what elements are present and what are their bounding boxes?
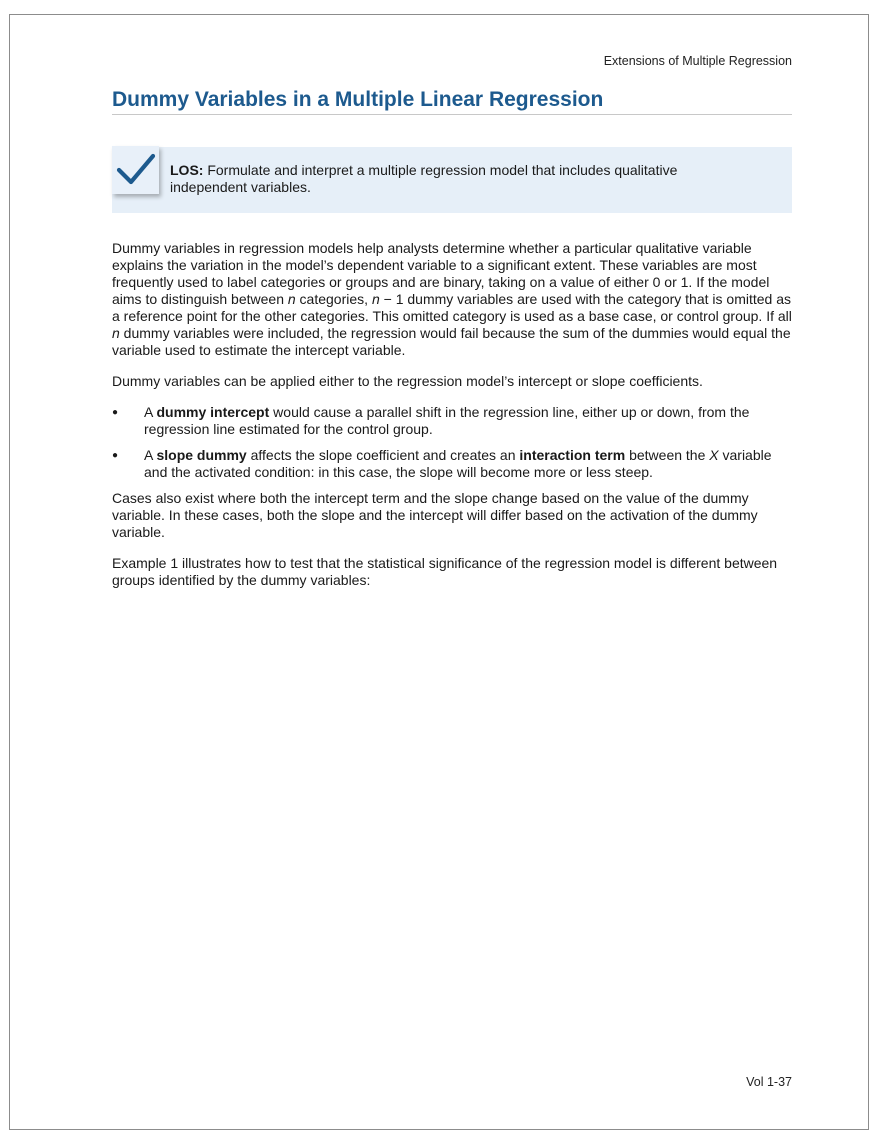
italic-n: n	[112, 325, 120, 341]
paragraph-application: Dummy variables can be applied either to the regression model’s intercept or slope coefficients.	[112, 373, 703, 389]
page-number: Vol 1-37	[746, 1075, 792, 1089]
paragraph-both-change: Cases also exist where both the intercept term and the slope change based on the value of the dummy variable. In these cases, both the slope and the intercept will differ based on the activation of the dummy variable.	[112, 490, 758, 540]
los-check-tile	[112, 146, 159, 194]
bullet-dot: ●	[112, 450, 119, 461]
los-statement	[170, 162, 730, 196]
bold-term: dummy intercept	[156, 404, 270, 420]
text-run: A	[144, 447, 157, 463]
text-run: − 1 dummy variables are used with the category that is omitted as a reference point for the other categories. This omitted category is used as a base case, or control group. If all	[112, 291, 792, 324]
text-run: dummy variables were included, the regression would fail because the sum of the dummies would equal the variable used to estimate the intercept variable.	[112, 325, 791, 358]
italic-x: X	[709, 447, 719, 463]
los-label: LOS:	[170, 162, 204, 178]
checkmark-icon	[116, 151, 156, 189]
bullet-item-slope-dummy	[112, 447, 795, 481]
paragraph-example-intro: Example 1 illustrates how to test that the statistical significance of the regression model is different between groups identified by the dummy variables:	[112, 555, 778, 588]
bold-term: slope dummy	[156, 447, 247, 463]
text-run: affects the slope coefficient and creates an	[246, 447, 520, 463]
bullet-list	[112, 404, 795, 481]
text-run: A	[144, 404, 157, 420]
text-run: Dummy variables in regression models help analysts determine whether a particular qualitative variable explains the variation in the model’s dependent variable to a significant extent. These variables are most frequently used to label categories or groups and are binary, taking on a value of either 0 or 1. If the model aims to distinguish between	[112, 240, 770, 307]
los-text: Formulate and interpret a multiple regression model that includes qualitative independent variables.	[170, 162, 678, 195]
text-run: between the	[625, 447, 710, 463]
running-header: Extensions of Multiple Regression	[603, 54, 792, 68]
bullet-item-dummy-intercept	[112, 404, 795, 438]
text-run: variable and the activated condition: in this case, the slope will become more or less steep.	[144, 447, 772, 480]
italic-n: n	[287, 291, 296, 307]
text-run: categories,	[295, 291, 372, 307]
body-text	[112, 240, 795, 603]
bold-term: interaction term	[519, 447, 626, 463]
title-divider	[112, 114, 792, 115]
paragraph-intro	[112, 240, 795, 359]
bullet-dot: ●	[112, 407, 119, 418]
italic-n: n	[371, 291, 380, 307]
text-run: would cause a parallel shift in the regression line, either up or down, from the regression line estimated for the control group.	[144, 404, 750, 437]
section-title: Dummy Variables in a Multiple Linear Regression	[112, 88, 604, 111]
